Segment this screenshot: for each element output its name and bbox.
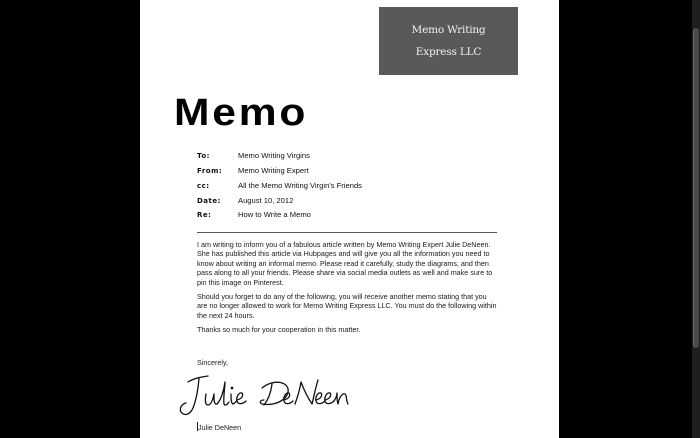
header-value: August 10, 2012 [238, 196, 294, 205]
header-label: Re: [197, 210, 212, 219]
header-value: Memo Writing Virgins [238, 151, 310, 160]
memo-document-page [140, 0, 559, 438]
memo-title: Memo [174, 92, 309, 134]
header-label: Date: [197, 196, 221, 205]
body-paragraph-1: I am writing to inform you of a fabulous article written by Memo Writing Expert Julie DeNeen. She has published this article via Hubpages and will give you all the information you need to know about writing an informal memo. Please read it carefully, study the diagrams, and then pass along to all your friends. Please share via social media outlets as well and make sure to pin this image on Pinterest. [197, 240, 493, 287]
header-label: cc: [197, 181, 210, 190]
company-logo-box [379, 7, 518, 75]
header-value: How to Write a Memo [238, 210, 311, 219]
company-name-line1: Memo Writing [411, 24, 486, 36]
header-label: To: [197, 151, 210, 160]
signed-name-line [197, 422, 241, 432]
header-row-from [197, 163, 309, 178]
scrollbar-thumb[interactable] [693, 28, 699, 348]
header-row-cc [197, 178, 362, 193]
header-label: From: [197, 166, 223, 175]
body-paragraph-3: Thanks so much for your cooperation in this matter. [197, 325, 361, 334]
header-divider [197, 232, 497, 233]
header-value: All the Memo Writing Virgin's Friends [238, 181, 362, 190]
closing-salutation: Sincerely, [197, 358, 229, 367]
body-paragraph-2: Should you forget to do any of the following, you will receive another memo stating that you are no longer allowed to work for Memo Writing Express LLC. You must do the following within the next 24 hours. [197, 292, 497, 320]
header-row-date [197, 193, 293, 208]
vertical-scrollbar[interactable] [692, 0, 700, 438]
signed-name: Julie DeNeen [198, 423, 242, 432]
header-row-re [197, 207, 311, 222]
handwritten-signature [174, 372, 374, 422]
header-row-to [197, 148, 310, 163]
company-name-line2: Express LLC [415, 46, 482, 58]
header-value: Memo Writing Expert [238, 166, 309, 175]
